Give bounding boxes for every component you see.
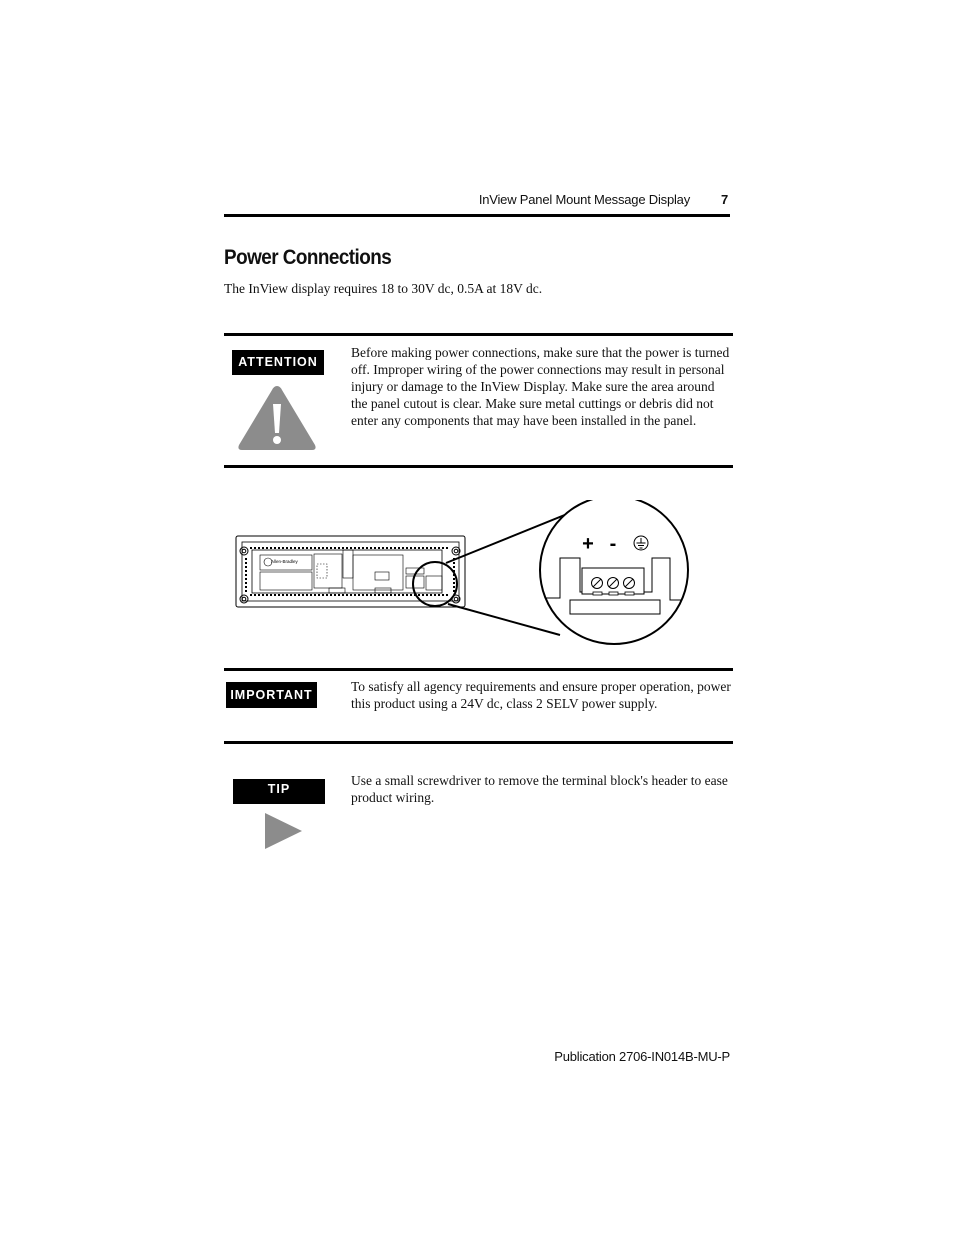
important-bottom-rule xyxy=(224,741,733,744)
magnifier-lower-line xyxy=(448,604,560,635)
terminal-block-closeup xyxy=(530,500,692,645)
warning-triangle-icon xyxy=(236,383,318,453)
important-top-rule xyxy=(224,668,733,671)
attention-text: Before making power connections, make sure that the power is turned off. Improper wiring of the power connections may result in personal injury or damage to the InView Display. Make sure the area around the panel cutout is clear. Make sure metal cuttings or debris did not enter any components that may have been installed in the panel. xyxy=(351,345,730,428)
brand-label: Allen-Bradley xyxy=(271,559,298,564)
attention-badge: ATTENTION xyxy=(232,350,324,375)
attention-bottom-rule xyxy=(224,465,733,468)
tip-badge: TIP xyxy=(233,779,325,804)
negative-terminal-label: - xyxy=(609,533,617,555)
tip-arrow-icon xyxy=(263,811,305,851)
display-rear-panel xyxy=(236,536,465,607)
attention-top-rule xyxy=(224,333,733,336)
running-header xyxy=(224,192,730,210)
running-header-title: InView Panel Mount Message Display xyxy=(478,192,690,207)
important-badge: IMPORTANT xyxy=(226,682,317,708)
intro-paragraph: The InView display requires 18 to 30V dc, 0.5A at 18V dc. xyxy=(224,281,543,296)
header-rule xyxy=(224,214,730,217)
important-text: To satisfy all agency requirements and ensure proper operation, power this product using a 24V dc, class 2 SELV power supply. xyxy=(351,679,731,711)
power-terminal-figure xyxy=(230,500,692,645)
section-title: Power Connections xyxy=(224,246,392,269)
tip-text: Use a small screwdriver to remove the terminal block's header to ease product wiring. xyxy=(351,773,728,805)
positive-terminal-label: + xyxy=(582,533,594,555)
magnifier-small-circle xyxy=(413,562,457,606)
page-number: 7 xyxy=(720,192,728,207)
publication-number: Publication 2706-IN014B-MU-P xyxy=(554,1049,730,1064)
